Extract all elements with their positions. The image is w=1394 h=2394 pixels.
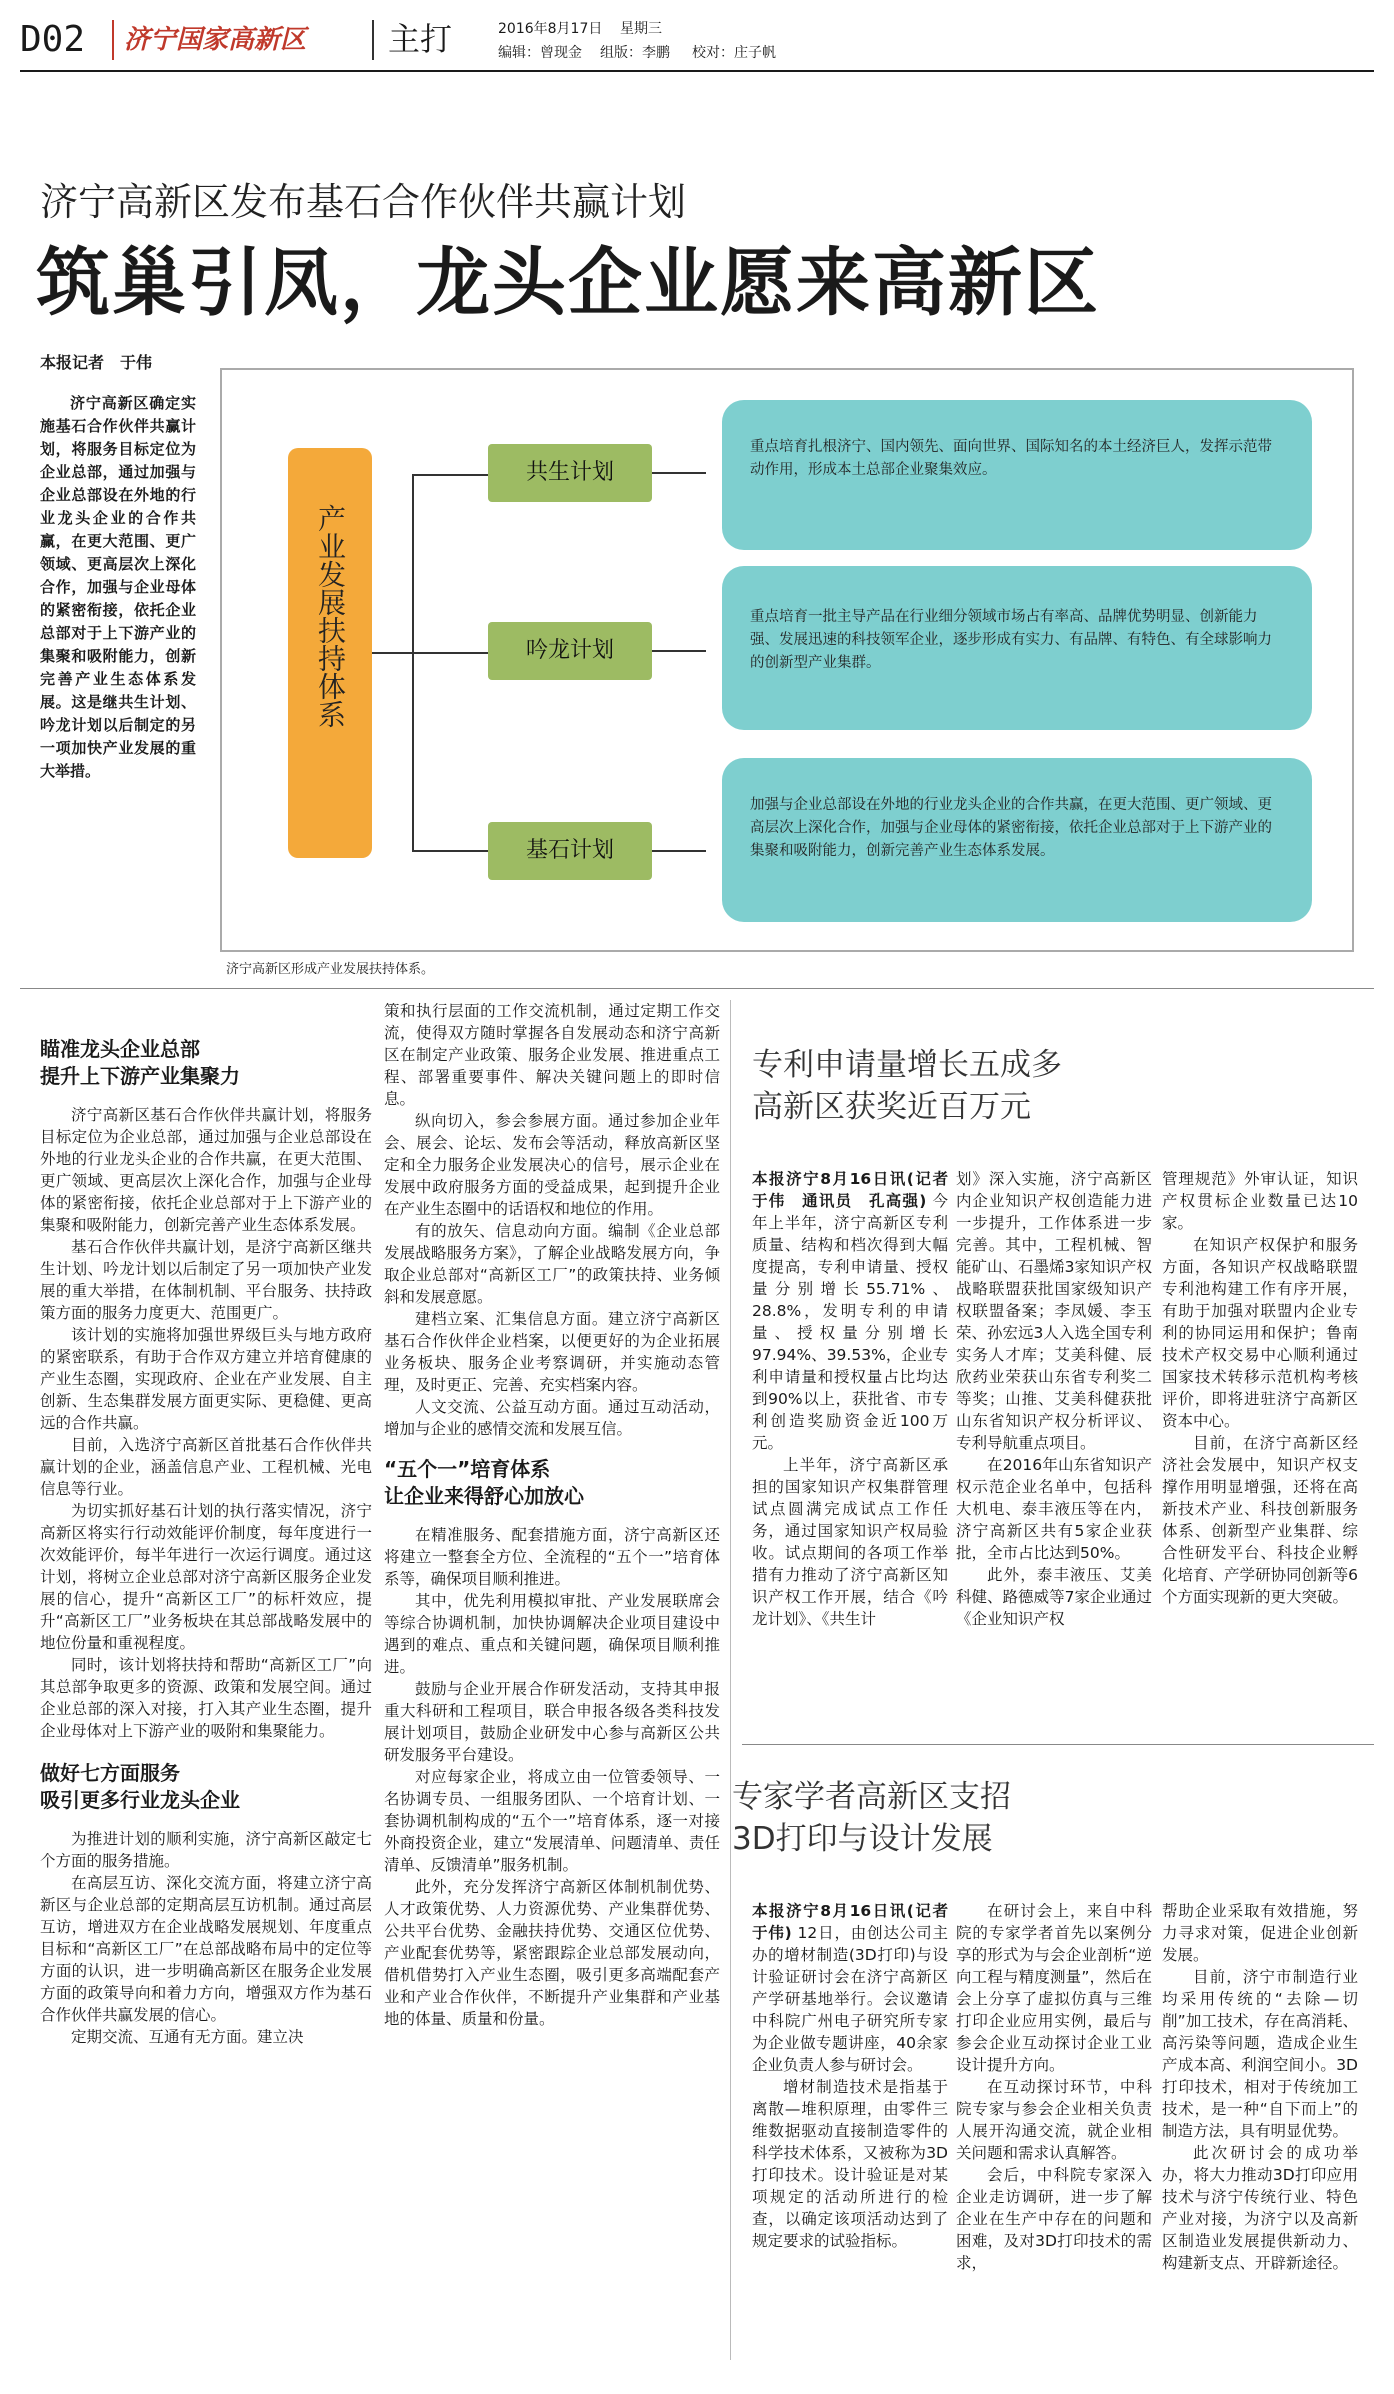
- col1-paragraph: 目前，入选济宁高新区首批基石合作伙伴共赢计划的企业，涵盖信息产业、工程机械、光电信息等行业。: [40, 1436, 372, 1498]
- print3d-paragraph: 在研讨会上，来自中科院的专家学者首先以案例分享的形式为与会企业剖析“逆向工程与精度测量”，然后在会上分享了虚拟仿真与三维打印企业应用实例，最后与参会企业互动探讨企业工业设计提升方向。: [956, 1902, 1152, 2074]
- plan-gongsheng: 共生计划: [488, 444, 652, 502]
- kicker: 济宁高新区发布基石合作伙伴共赢计划: [40, 180, 687, 224]
- col1-paragraph: 定期交流、互通有无方面。建立决: [71, 2028, 304, 2046]
- column-1: [40, 1036, 372, 2366]
- col2-paragraph: 人文交流、公益互动方面。通过互动活动，增加与企业的感情交流和发展互信。: [384, 1398, 720, 1438]
- paper-name: 济宁国家高新区: [124, 25, 307, 55]
- patent-col-b: [956, 1168, 1152, 1728]
- column-divider: [730, 1000, 731, 2360]
- connector: [652, 850, 706, 852]
- plan-yinlong: 吟龙计划: [488, 622, 652, 680]
- print3d-dateline: 本报济宁8月16日讯(记者 于伟): [752, 1902, 948, 1942]
- intro-paragraph: 济宁高新区确定实施基石合作伙伴共赢计划，将服务目标定位为企业总部，通过加强与企业总部设在外地的行业龙头企业的合作共赢，在更大范围、更广领域、更高层次上深化合作，加强与企业母体的紧密衔接，依托企业总部对于上下游产业的集聚和吸附能力，创新完善产业生态体系发展。这是继共生计划、吟龙计划以后制定的另一项加快产业发展的重大举措。: [40, 394, 196, 780]
- column-2: [384, 1000, 720, 2366]
- col2-paragraph: 对应每家企业，将成立由一位管委领导、一名协调专员、一组服务团队、一个培育计划、一套协调机制构成的“五个一”培育体系，逐一对接外商投资企业，建立“发展清单、问题清单、责任清单、反馈清单”服务机制。: [384, 1768, 720, 1874]
- col1-paragraph: 该计划的实施将加强世界级巨头与地方政府的紧密联系，有助于合作双方建立并培育健康的产业生态圈，实现政府、企业在产业发展、自主创新、生态集群发展方面更实际、更稳健、更高远的合作共赢。: [40, 1326, 372, 1432]
- diagram-root-label: 产业发展扶持体系: [314, 504, 347, 728]
- patent-dateline: 本报济宁8月16日讯(记者 于伟 通讯员 孔高强): [752, 1170, 948, 1210]
- subheading-1: 瞄准龙头企业总部 提升上下游产业集聚力: [40, 1037, 240, 1088]
- connector: [652, 472, 706, 474]
- col2-paragraph: 建档立案、汇集信息方面。建立济宁高新区基石合作伙伴企业档案，以便更好的为企业拓展业务板块、服务企业考察调研，并实施动态管理，及时更正、完善、充实档案内容。: [384, 1310, 720, 1394]
- patent-lead: [752, 1168, 948, 1454]
- patent-paragraph: 目前，在济宁高新区经济社会发展中，知识产权支撑作用明显增强，还将在高新技术产业、科技创新服务体系、创新型产业集群、综合性研发平台、科技企业孵化培育、产学研协同创新等6个方面实现新的更大突破。: [1162, 1434, 1358, 1606]
- col1-paragraph: 基石合作伙伴共赢计划，是济宁高新区继共生计划、吟龙计划以后制定了另一项加快产业发展的重大举措，在体制机制、平台服务、扶持政策方面的服务力度更大、范围更广。: [40, 1238, 372, 1322]
- col2-paragraph: 纵向切入，参会参展方面。通过参加企业年会、展会、论坛、发布会等活动，释放高新区坚定和全力服务企业发展决心的信号，展示企业在发展中政府服务方面的受益成果，起到提升企业在产业生态圈中的话语权和地位的作用。: [384, 1112, 720, 1218]
- col1-paragraph: 济宁高新区基石合作伙伴共赢计划，将服务目标定位为企业总部，通过加强与企业总部设在外地的行业龙头企业的合作共赢，在更大范围、更广领域、更高层次上深化合作，加强与企业母体的紧密衔接，依托企业总部对于上下游产业的集聚和吸附能力，创新完善产业生态体系发展。: [40, 1106, 372, 1234]
- connector: [412, 652, 488, 654]
- col2-paragraph: 有的放矢、信息动向方面。编制《企业总部发展战略服务方案》，了解企业战略发展方向，争取企业总部对“高新区工厂”的政策扶持、业务倾斜和发展意愿。: [384, 1222, 720, 1306]
- patent-col-c: [1162, 1168, 1358, 1728]
- patent-paragraph: 在知识产权保护和服务方面，各知识产权战略联盟专利池构建工作有序开展，有助于加强对联盟内企业专利的协同运用和保护；鲁南技术产权交易中心顺利通过国家技术转移示范机构考核评价，即将进驻济宁高新区资本中心。: [1162, 1236, 1358, 1430]
- print3d-col-a: [752, 1900, 948, 2370]
- col1-paragraph: 为切实抓好基石计划的执行落实情况，济宁高新区将实行行动效能评价制度，每年度进行一次效能评价，每半年进行一次运行调度。通过这计划，将树立企业总部对济宁高新区服务企业发展的信心，提升“高新区工厂”的标杆效应，提升“高新区工厂”业务板块在其总部战略发展中的地位份量和重视程度。: [40, 1502, 372, 1652]
- patent-title: 专利申请量增长五成多 高新区获奖近百万元: [752, 1047, 1062, 1125]
- diagram-root: [288, 448, 372, 858]
- col1-paragraph: 为推进计划的顺利实施，济宁高新区敲定七个方面的服务措施。: [40, 1830, 372, 1870]
- masthead: [20, 14, 1374, 66]
- patent-paragraph: 今年上半年，济宁高新区专利质量、结构和档次得到大幅度提高，专利申请量、授权量分别增长55.71%、28.8%，发明专利的申请量、授权量分别增长97.94%、39.53%，企业专利申请量和授权量占比均达到90%以上，获批省、市专利创造奖励资金近100万元。: [752, 1192, 948, 1452]
- patent-paragraph: 管理规范》外审认证，知识产权贯标企业数量已达10家。: [1162, 1170, 1358, 1232]
- print3d-paragraph: 在互动探讨环节，中科院专家与参会企业相关负责人展开沟通交流，就企业相关问题和需求认真解答。: [956, 2078, 1152, 2162]
- print3d-col-c: [1162, 1900, 1358, 2370]
- connector: [412, 474, 414, 850]
- patent-paragraph: 在2016年山东省知识产权示范企业名单中，包括科大机电、泰丰液压等在内，济宁高新区共有5家企业获批，全市占比达到50%。: [956, 1456, 1152, 1562]
- plan-jishi-desc: 加强与企业总部设在外地的行业龙头企业的合作共赢，在更大范围、更广领域、更高层次上深化合作，加强与企业母体的紧密衔接，依托企业总部对于上下游产业的集聚和吸附能力，创新完善产业生态体系发展。: [722, 758, 1312, 922]
- plan-jishi: 基石计划: [488, 822, 652, 880]
- masthead-rule: [20, 70, 1374, 72]
- col1-paragraph: 在高层互访、深化交流方面，将建立济宁高新区与企业总部的定期高层互访机制。通过高层互访，增进双方在企业战略发展规划、年度重点目标和“高新区工厂”在总部战略布局中的定位等方面的认识，进一步明确高新区在服务企业发展方面的政策导向和着力方向，增强双方作为基石合作伙伴共赢发展的信心。: [40, 1874, 372, 2024]
- print3d-title: 专家学者高新区支招 3D打印与设计发展: [732, 1779, 1011, 1857]
- subheading-2: 做好七方面服务 吸引更多行业龙头企业: [40, 1761, 240, 1812]
- connector: [412, 474, 488, 476]
- weekday: 星期三: [620, 21, 662, 37]
- byline: 本报记者 于伟: [40, 353, 153, 372]
- article-divider: [742, 1744, 1374, 1745]
- col2-paragraph: 鼓励与企业开展合作研发活动，支持其申报重大科研和工程项目，联合申报各级各类科技发展计划项目，鼓励企业研发中心参与高新区公共研发服务平台建设。: [384, 1680, 720, 1764]
- plan-yinlong-desc: 重点培育一批主导产品在行业细分领域市场占有率高、品牌优势明显、创新能力强、发展迅速的科技领军企业，逐步形成有实力、有品牌、有特色、有全球影响力的创新型产业集群。: [722, 566, 1312, 730]
- col2-paragraph: 在精准服务、配套措施方面，济宁高新区还将建立一整套全方位、全流程的“五个一”培育体系等，确保项目顺利推进。: [384, 1526, 720, 1588]
- support-system-diagram: [220, 368, 1354, 952]
- print3d-lead: [752, 1900, 948, 2076]
- connector: [372, 652, 412, 654]
- intro-text: [40, 392, 196, 912]
- publish-date: 2016年8月17日: [498, 21, 603, 37]
- print3d-col-b: [956, 1900, 1152, 2370]
- section-name: 主打: [388, 20, 453, 58]
- patent-col-a: [752, 1168, 948, 1728]
- connector: [412, 850, 488, 852]
- print3d-paragraph: 目前，济宁市制造行业均采用传统的“去除—切削”加工技术，存在高消耗、高污染等问题，造成企业生产成本高、利润空间小。3D打印技术，相对于传统加工技术，是一种“自下而上”的制造方法，具有明显优势。: [1162, 1968, 1358, 2140]
- print3d-paragraph: 此次研讨会的成功举办，将大力推动3D打印应用技术与济宁传统行业、特色产业对接，为济宁以及高新区制造业发展提供新动力、构建新支点、开辟新途径。: [1162, 2144, 1358, 2272]
- proofreader: 校对：庄子帆: [692, 45, 776, 61]
- patent-paragraph: 此外，泰丰液压、艾美科健、路德威等7家企业通过《企业知识产权: [956, 1566, 1152, 1628]
- page-number: D02: [20, 19, 86, 60]
- print3d-paragraph: 会后，中科院专家深入企业走访调研，进一步了解企业在生产中存在的问题和困难，及对3D打印技术的需求，: [956, 2166, 1152, 2272]
- subheading-3: “五个一”培育体系 让企业来得舒心加放心: [384, 1457, 584, 1508]
- print3d-paragraph: 12日，由创达公司主办的增材制造(3D打印)与设计验证研讨会在济宁高新区产学研基地举行。会议邀请中科院广州电子研究所专家为企业做专题讲座，40余家企业负责人参与研讨会。: [752, 1924, 948, 2074]
- col2-paragraph: 其中，优先利用模拟审批、产业发展联席会等综合协调机制，加快协调解决企业项目建设中遇到的难点、重点和关键问题，确保项目顺利推进。: [384, 1592, 720, 1676]
- print3d-paragraph: 帮助企业采取有效措施，努力寻求对策，促进企业创新发展。: [1162, 1902, 1358, 1964]
- plan-gongsheng-desc: 重点培育扎根济宁、国内领先、面向世界、国际知名的本土经济巨人，发挥示范带动作用，形成本土总部企业聚集效应。: [722, 400, 1312, 550]
- print3d-paragraph: 增材制造技术是指基于离散—堆积原理，由零件三维数据驱动直接制造零件的科学技术体系，又被称为3D打印技术。设计验证是对某项规定的活动所进行的检查，以确定该项活动达到了规定要求的试验指标。: [752, 2078, 948, 2250]
- col2-paragraph: 策和执行层面的工作交流机制，通过定期工作交流，使得双方随时掌握各自发展动态和济宁高新区在制定产业政策、服务企业发展、推进重点工程、部署重要事件、解决关键问题上的即时信息。: [384, 1002, 720, 1108]
- col2-paragraph: 此外，充分发挥济宁高新区体制机制优势、人才政策优势、人力资源优势、产业集群优势、公共平台优势、金融扶持优势、交通区位优势、产业配套优势等，紧密跟踪企业总部发展动向，借机借势打入产业生态圈，吸引更多高端配套产业和产业合作伙伴，不断提升产业集群和产业基地的体量、质量和份量。: [384, 1878, 720, 2028]
- connector: [652, 650, 706, 652]
- patent-paragraph: 上半年，济宁高新区承担的国家知识产权集群管理试点圆满完成试点工作任务，通过国家知识产权局验收。试点期间的各项工作举措有力推动了济宁高新区知识产权工作开展，结合《吟龙计划》、《共生计: [752, 1456, 948, 1628]
- editor: 编辑：曾现金: [498, 45, 582, 61]
- masthead-divider: [112, 20, 114, 60]
- diagram-caption: 济宁高新区形成产业发展扶持体系。: [226, 962, 435, 977]
- headline: 筑巢引凤，龙头企业愿来高新区: [36, 240, 1100, 326]
- masthead-divider: [372, 20, 374, 60]
- patent-paragraph: 划》深入实施，济宁高新区内企业知识产权创造能力进一步提升，工作体系进一步完善。其中，工程机械、智能矿山、石墨烯3家知识产权战略联盟获批国家级知识产权联盟备案；李凤媛、李玉荣、孙宏远3人入选全国专利实务人才库；艾美科健、辰欣药业荣获山东省专利奖二等奖；山推、艾美科健获批山东省知识产权分析评议、专利导航重点项目。: [956, 1170, 1152, 1452]
- col1-paragraph: 同时，该计划将扶持和帮助“高新区工厂”向其总部争取更多的资源、政策和发展空间。通过企业总部的深入对接，打入其产业生态圈，提升企业母体对上下游产业的吸附和集聚能力。: [40, 1656, 372, 1740]
- layout-editor: 组版：李鹏: [600, 45, 670, 61]
- section-rule: [20, 988, 1374, 989]
